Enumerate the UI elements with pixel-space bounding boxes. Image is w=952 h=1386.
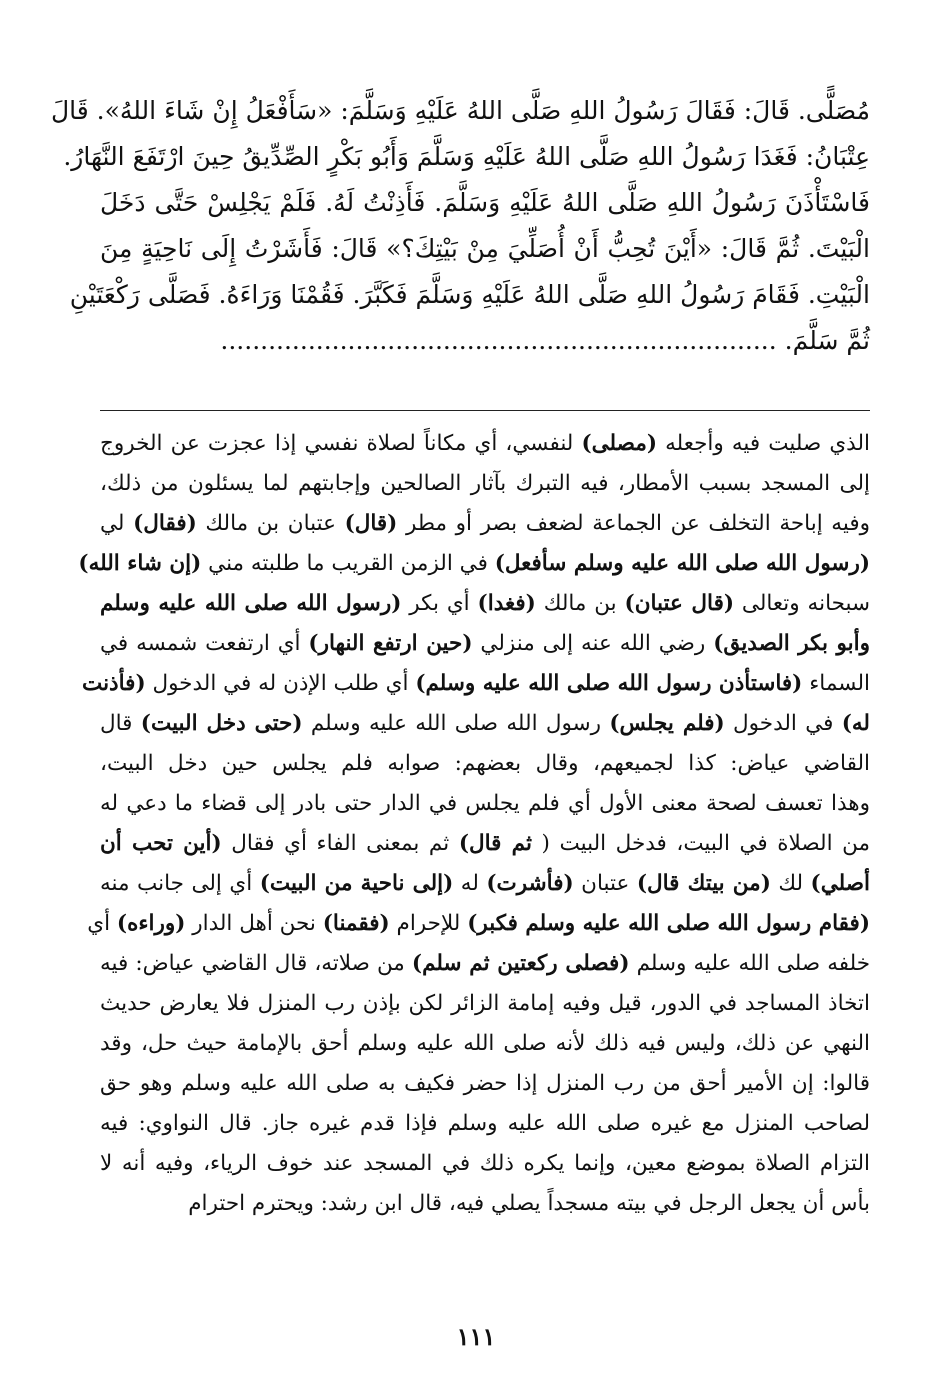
commentary-line	[81, 664, 870, 704]
bold-quote-segment: أصلي)	[810, 871, 870, 896]
text-segment: وفيه إباحة التخلف عن الجماعة لضعف بصر أو مطر	[397, 511, 870, 536]
commentary-line	[100, 1024, 870, 1064]
commentary-block	[78, 424, 871, 1224]
commentary-line	[100, 1184, 870, 1224]
bold-quote-segment: (رسول الله صلى الله عليه وسلم	[100, 591, 402, 616]
bold-quote-segment: (أين تحب أن	[100, 831, 222, 856]
text-segment: عتبان بن مالك	[196, 511, 345, 536]
text-segment: في الزمن القريب ما طلبته مني	[201, 551, 495, 576]
bold-quote-segment: (فاستأذن رسول الله صلى الله عليه وسلم)	[415, 671, 803, 696]
bold-quote-segment: (وراءه)	[116, 911, 186, 936]
hadith-line: الْبَيْتِ. فَقَامَ رَسُولُ اللهِ صَلَّى اللهُ عَلَيْهِ وَسَلَّمَ فَكَبَّرَ. فَقُمْنَا وَرَاءَهُ. فَصَلَّى رَكْعَتَيْنِ	[69, 280, 870, 309]
text-segment: رضي الله عنه إلى منزلي	[472, 631, 714, 656]
bold-quote-segment: (فلم يجلس)	[609, 711, 725, 736]
commentary-line	[100, 744, 870, 784]
bold-quote-segment: (إن شاء الله)	[78, 551, 202, 576]
text-segment: إلى المسجد بسبب الأمطار، فيه التبرك بآثار الصالحين وإجابتهم لما يسئلون من ذلك،	[100, 471, 870, 496]
bold-quote-segment: له)	[841, 711, 870, 736]
hadith-line: عِتْبَانُ: فَغَدَا رَسُولُ اللهِ صَلَّى اللهُ عَلَيْهِ وَسَلَّمَ وَأَبُو بَكْرٍ الصِّدِّيقُ حِينَ ارْتَفَعَ النَّهَارُ.	[63, 142, 870, 171]
commentary-line	[100, 424, 870, 464]
bold-quote-segment: (فأشرت)	[486, 871, 574, 896]
commentary-line	[100, 784, 870, 824]
text-segment: الذي صليت فيه وأجعله	[657, 431, 870, 456]
text-segment: أي طلب الإذن له في الدخول	[145, 671, 416, 696]
text-segment: لنفسي، أي مكاناً لصلاة نفسي إذا عجزت عن الخروج	[100, 431, 582, 456]
text-segment: وهذا تعسف لصحة معنى الأول أي فلم يجلس في الدار حتى بادر إلى قضاء ما دعي له	[100, 791, 870, 816]
text-segment: أي	[87, 911, 117, 936]
hadith-line: ثُمَّ سَلَّمَ.	[784, 326, 870, 355]
text-segment: عتبان	[573, 871, 637, 896]
text-segment: ثم بمعنى الفاء أي فقال	[221, 831, 459, 856]
commentary-line	[87, 904, 870, 944]
bold-quote-segment: (فقام رسول الله صلى الله عليه وسلم فكبر)	[467, 911, 870, 936]
page-number: ١١١	[456, 1322, 496, 1351]
text-segment: النهي عن ذلك، وليس فيه ذلك لأنه صلى الله عليه وسلم أحق بالإمامة حيث حل، وقد	[100, 1031, 870, 1056]
text-segment: سبحانه وتعالى	[734, 591, 870, 616]
bold-quote-segment: (حين ارتفع النهار)	[308, 631, 473, 656]
text-segment: أي ارتفعت شمسه في	[100, 631, 309, 656]
bold-quote-segment: (مصلى)	[581, 431, 658, 456]
bold-quote-segment: (حتى دخل البيت)	[140, 711, 303, 736]
commentary-line	[100, 1104, 870, 1144]
bold-quote-segment: (فقمنا)	[322, 911, 390, 936]
text-segment: القاضي عياض: كذا لجميعهم، وقال بعضهم: صوابه فلم يجلس حين دخل البيت،	[100, 751, 870, 776]
hadith-line: الْبَيْتَ. ثُمَّ قَالَ: «أَيْنَ تُحِبُّ أَنْ أُصَلِّيَ مِنْ بَيْتِكَ؟» قَالَ: فَأَشَرْتُ إِلَى نَاحِيَةٍ مِنَ	[100, 234, 870, 263]
text-segment: من الصلاة في البيت، فدخل البيت (	[531, 831, 870, 856]
text-segment: قالوا: إن الأمير أحق من رب المنزل إذا حضر فكيف به صلى الله عليه وسلم وهو حق	[100, 1071, 870, 1096]
bold-quote-segment: (فصلى ركعتين ثم سلم)	[411, 951, 630, 976]
text-segment: لك	[770, 871, 811, 896]
separator-rule	[100, 410, 870, 411]
commentary-line	[100, 704, 870, 744]
commentary-line	[100, 944, 870, 984]
bold-quote-segment: (إلى ناحية من البيت)	[259, 871, 454, 896]
bold-quote-segment: (رسول الله صلى الله عليه وسلم سأفعل)	[494, 551, 870, 576]
text-segment: رسول الله صلى الله عليه وسلم	[302, 711, 610, 736]
text-segment: السماء	[802, 671, 870, 696]
text-segment: لي	[100, 511, 134, 536]
commentary-line	[78, 544, 870, 584]
hadith-text-block	[50, 88, 870, 364]
bold-quote-segment: (من بيتك قال)	[636, 871, 771, 896]
text-segment: للإحرام	[389, 911, 468, 936]
bold-quote-segment: (قال)	[344, 511, 398, 536]
text-segment: اتخاذ المساجد في الدور، قيل وفيه إمامة الزائر لكن بإذن رب المنزل فلا يعارض حديث	[100, 991, 870, 1016]
text-segment: أي إلى جانب منه	[100, 871, 260, 896]
commentary-line	[100, 984, 870, 1024]
hadith-line: فَاسْتَأْذَنَ رَسُولُ اللهِ صَلَّى اللهُ عَلَيْهِ وَسَلَّمَ. فَأَذِنْتُ لَهُ. فَلَمْ يَجْلِسْ حَتَّى دَخَلَ	[100, 188, 870, 217]
commentary-line	[100, 824, 870, 864]
text-segment: نحن أهل الدار	[185, 911, 323, 936]
bold-quote-segment: ثم قال)	[458, 831, 532, 856]
bold-quote-segment: (فقال)	[133, 511, 197, 536]
ellipsis-dots: ......................................................................	[220, 326, 777, 355]
hadith-last-line	[100, 318, 870, 364]
commentary-line	[100, 1144, 870, 1184]
commentary-line	[100, 624, 870, 664]
bold-quote-segment: وأبو بكر الصديق)	[713, 631, 871, 656]
text-segment: من صلاته، قال القاضي عياض: فيه	[100, 951, 412, 976]
text-segment: لصاحب المنزل مع غيره صلى الله عليه وسلم فإذا قدم غيره جاز. قال النواوي: فيه	[100, 1111, 870, 1136]
commentary-line	[100, 1064, 870, 1104]
text-segment: في الدخول	[724, 711, 842, 736]
text-segment: خلفه صلى الله عليه وسلم	[629, 951, 871, 976]
commentary-line	[100, 584, 870, 624]
text-segment: بأس أن يجعل الرجل في بيته مسجداً يصلي فيه، قال ابن رشد: ويحترم احترام	[188, 1191, 870, 1216]
bold-quote-segment: (فأذنت	[81, 671, 146, 696]
text-segment: التزام الصلاة بموضع معين، وإنما يكره ذلك في المسجد عند خوف الرياء، وفيه أنه لا	[100, 1151, 870, 1176]
commentary-line	[100, 504, 870, 544]
text-segment: له	[453, 871, 487, 896]
bold-quote-segment: (قال عتبان)	[624, 591, 735, 616]
text-segment: بن مالك	[535, 591, 625, 616]
text-segment: قال	[100, 711, 141, 736]
commentary-line	[100, 464, 870, 504]
commentary-line	[100, 864, 870, 904]
text-segment: أي بكر	[401, 591, 478, 616]
bold-quote-segment: (فغدا)	[477, 591, 536, 616]
hadith-line: مُصَلًّى. قَالَ: فَقَالَ رَسُولُ اللهِ صَلَّى اللهُ عَلَيْهِ وَسَلَّمَ: «سَأَفْعَلُ إِنْ شَاءَ اللهُ». قَالَ	[50, 96, 870, 125]
